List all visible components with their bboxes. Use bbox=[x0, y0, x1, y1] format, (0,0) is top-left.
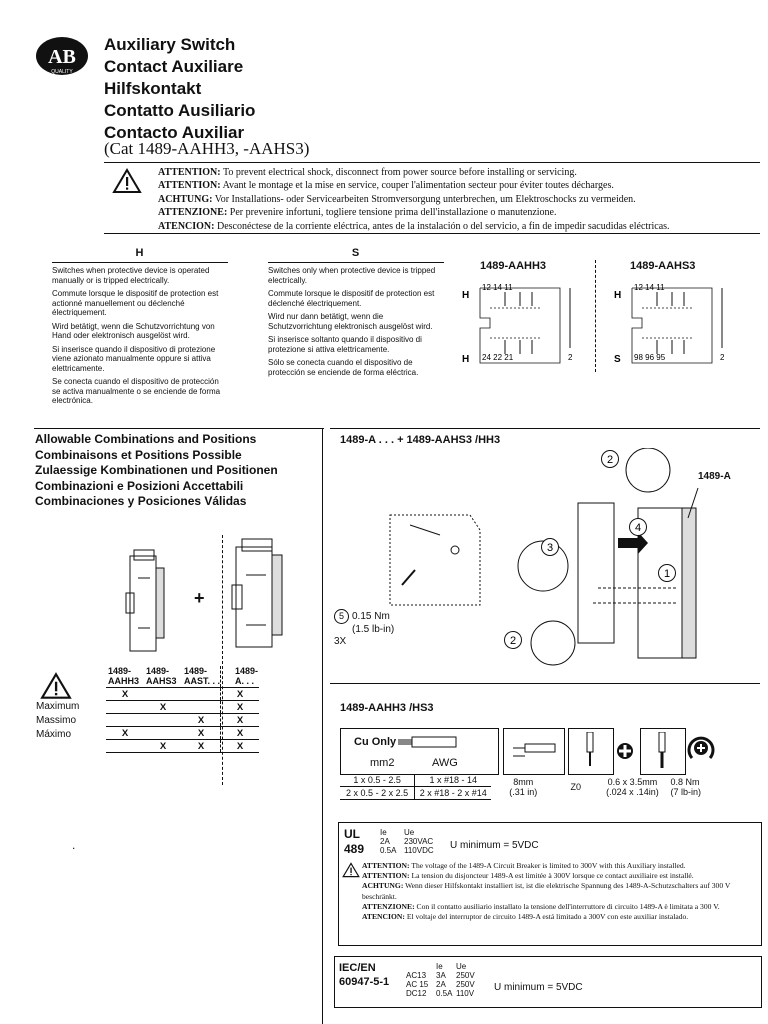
svg-text:3: 3 bbox=[546, 542, 554, 554]
cu-only-label: Cu Only bbox=[354, 736, 397, 748]
screw-torque-note: 5 0.15 Nm (1.5 lb-in) 3X bbox=[334, 610, 395, 647]
screwdriver-icon bbox=[584, 732, 596, 770]
title-en: Auxiliary Switch bbox=[104, 35, 236, 54]
table-header: 1489- A. . . bbox=[221, 666, 260, 688]
table-row: X X bbox=[106, 701, 259, 714]
warning-line: ATTENTION: The voltage of the 1489-A Circuit Breaker is limited to 300V with this Auxiliary installed. bbox=[362, 861, 686, 870]
device-label: 1489-A bbox=[698, 471, 731, 482]
step-number-icon bbox=[628, 517, 648, 537]
divider bbox=[330, 683, 760, 684]
warning-line: ATTENTION: To prevent electrical shock, disconnect from power source before installing or servicing. bbox=[158, 167, 577, 178]
column-h-text: Switches when protective device is operated manually or is tripped electrically. Commute lorsque le dispositif de protection est actionné manuellement ou déclenché électriquement. Wird betätigt, wenn die Schutzvorrichtung von Hand oder elektronisch ausgelöst wird. Si inserisce quando il dispositivo di protezione viene azionato manualmente oppure si attiva elettricamente. Se conecta cuando el dispositivo de protección se activa manualmente o se enciende de forma electrónica. bbox=[52, 266, 221, 405]
title-es: Contacto Auxiliar bbox=[104, 123, 245, 142]
table-row: 1 x 0.5 - 2.5 1 x #18 - 14 8mm (.31 in) Z0 0.6 x 3.5mm (.024 x .14in) 0.8 Nm (7 lb-in) bbox=[340, 774, 720, 787]
torque-step-badge: 5 bbox=[334, 609, 349, 624]
install-title: 1489-A . . . + 1489-AAHS3 /HH3 bbox=[340, 434, 501, 446]
ul-ratings: Ie Ue 2A 230VAC 0.5A 110VDC bbox=[380, 828, 434, 855]
divider bbox=[330, 428, 760, 429]
table-header: 1489- AAST. . . bbox=[184, 666, 221, 686]
svg-text:2: 2 bbox=[606, 454, 614, 466]
contact-diagram-aahs3 bbox=[612, 278, 742, 373]
diagram-top-terminals: 12 14 11 bbox=[482, 283, 513, 292]
divider bbox=[104, 233, 760, 234]
table-row: X X X bbox=[106, 740, 259, 753]
warning-triangle-icon bbox=[40, 672, 72, 700]
warning-triangle-icon bbox=[112, 168, 142, 194]
combinations-heading: Allowable Combinations and Positions Combinaisons et Positions Possible Zulaessige Kombinationen und Positionen Combinazioni e Posizioni Accettabili Combinaciones y Posiciones Válidas bbox=[35, 432, 278, 508]
safety-warnings bbox=[158, 166, 758, 233]
table-row: X X bbox=[106, 714, 259, 727]
combinations-table bbox=[106, 666, 259, 753]
warning-line: ACHTUNG: Wenn dieser Hilfskontakt installiert ist, ist die elektrische Spannung des 1489-A-Schutzschalters auf 300 V beschränkt. bbox=[362, 881, 731, 901]
iec-ratings: Ie Ue AC13 3A 250V AC 15 2A 250V DC12 0.5A 110V bbox=[406, 962, 475, 998]
installation-illustration bbox=[498, 448, 760, 670]
logo-subtext: QUALITY bbox=[51, 69, 73, 75]
diagram-bottom-label: H bbox=[462, 354, 470, 365]
step-number-icon bbox=[540, 537, 560, 557]
diagram-top-label: H bbox=[462, 290, 470, 301]
diagram-bottom-terminals: 24 22 21 bbox=[482, 353, 514, 362]
torque-icon bbox=[686, 730, 716, 766]
column-s-heading: S bbox=[351, 247, 360, 259]
svg-text:4: 4 bbox=[634, 522, 642, 534]
slotted-screwdriver-icon bbox=[656, 732, 668, 770]
plus-sign: + bbox=[194, 588, 205, 608]
warning-line: ACHTUNG: Vor Installations- oder Servicearbeiten Stromversorgung unterbrechen, um Elektroschocks zu vermeiden. bbox=[158, 193, 636, 205]
divider bbox=[34, 428, 324, 429]
title-fr: Contact Auxiliare bbox=[104, 57, 244, 76]
title-de: Hilfskontakt bbox=[104, 79, 202, 98]
table-row: X X bbox=[106, 688, 259, 701]
pozidriv-icon bbox=[616, 742, 634, 760]
catalog-number: (Cat 1489-AAHH3, -AAHS3) bbox=[104, 139, 310, 158]
diagram-top-label: H bbox=[614, 290, 622, 301]
warning-line: ATTENTION: La tension du disjoncteur 1489-A est limitée à 300V lorsque ce contact auxiliaire est installé. bbox=[362, 871, 694, 881]
diagram-right-terminal: 2 bbox=[720, 353, 725, 362]
logo-text: AB bbox=[48, 46, 76, 68]
divider bbox=[322, 428, 323, 1024]
iec-umin: U minimum = 5VDC bbox=[494, 982, 583, 993]
step-number-icon bbox=[503, 630, 523, 650]
diagram-right-terminal: 2 bbox=[568, 353, 573, 362]
strip-length-icon bbox=[511, 740, 557, 760]
stray-dot: . bbox=[72, 838, 76, 852]
auxiliary-side-view-illustration bbox=[380, 505, 490, 615]
step-number-icon bbox=[657, 563, 677, 583]
diagram-aahs3-title: 1489-AAHS3 bbox=[630, 260, 696, 272]
column-h-heading: H bbox=[135, 247, 144, 259]
wire-icon bbox=[398, 736, 458, 748]
maximum-labels: Maximum Massimo Máximo bbox=[36, 701, 80, 740]
svg-text:1: 1 bbox=[663, 568, 671, 580]
wiring-values-table bbox=[340, 774, 720, 800]
iec-standard: IEC/EN 60947-5-1 bbox=[339, 962, 390, 988]
allen-bradley-logo bbox=[34, 36, 90, 80]
warning-line: ATTENTION: Avant le montage et la mise en service, couper l'alimentation secteur pour éviter toutes décharges. bbox=[158, 180, 614, 192]
diagram-top-terminals: 12 14 11 bbox=[634, 283, 665, 292]
contact-diagram-aahh3 bbox=[460, 278, 590, 373]
table-header: 1489- AAHS3 bbox=[144, 666, 182, 688]
ul-standard: UL 489 bbox=[344, 827, 365, 856]
title-it: Contatto Ausiliario bbox=[104, 101, 256, 120]
step-number-icon bbox=[600, 449, 620, 469]
warning-line: ATENCION: El voltaje del interruptor de circuito 1489-A está limitado a 300V con este auxiliar instalado. bbox=[362, 912, 689, 922]
svg-text:2: 2 bbox=[509, 635, 517, 647]
diagram-aahh3-title: 1489-AAHH3 bbox=[480, 260, 547, 272]
table-header-row bbox=[106, 666, 259, 688]
diagram-bottom-terminals: 98 96 95 bbox=[634, 353, 666, 362]
circuit-breaker-illustration bbox=[228, 535, 288, 655]
awg-label: AWG bbox=[432, 757, 458, 769]
warning-line: ATTENZIONE: Con il contatto ausiliario installato la tensione dell'interruttore di circuito 1489-A è limitata a 300 V. bbox=[362, 901, 720, 911]
table-row: X X X bbox=[106, 727, 259, 740]
divider bbox=[268, 262, 444, 263]
divider bbox=[595, 260, 597, 372]
auxiliary-switch-illustration bbox=[120, 548, 170, 658]
table-header: 1489- AAHH3 bbox=[106, 666, 144, 688]
ul-warnings bbox=[362, 861, 756, 922]
wiring-title: 1489-AAHH3 /HS3 bbox=[340, 702, 434, 714]
column-s-text: Switches only when protective device is tripped electrically. Commute lorsque le dispositif de protection est déclenché électriquement. Wird nur dann betätigt, wenn die Schutzvorrichtung elektronisch ausgelöst wird. Si inserisce soltanto quando il dispositivo di protezione si attiva elettricamente. Sólo se conecta cuando el dispositivo de protección se enciende de forma eléctrica. bbox=[268, 266, 436, 377]
warning-triangle-icon bbox=[342, 862, 360, 878]
title-block bbox=[104, 34, 255, 144]
warning-line: ATTENZIONE: Per prevenire infortuni, togliere tensione prima dell'installazione o manutenzione. bbox=[158, 207, 557, 219]
warning-line: ATENCION: Desconéctese de la corriente eléctrica, antes de la instalación o del servicio, a fin de impedir sacudidas eléctricas. bbox=[158, 220, 670, 232]
diagram-bottom-label: S bbox=[614, 354, 621, 365]
mm2-label: mm2 bbox=[370, 757, 395, 769]
ul-umin: U minimum = 5VDC bbox=[450, 840, 539, 851]
divider bbox=[52, 262, 228, 263]
table-row: 2 x 0.5 - 2 x 2.5 2 x #18 - 2 x #14 bbox=[340, 787, 720, 800]
divider bbox=[104, 162, 760, 163]
